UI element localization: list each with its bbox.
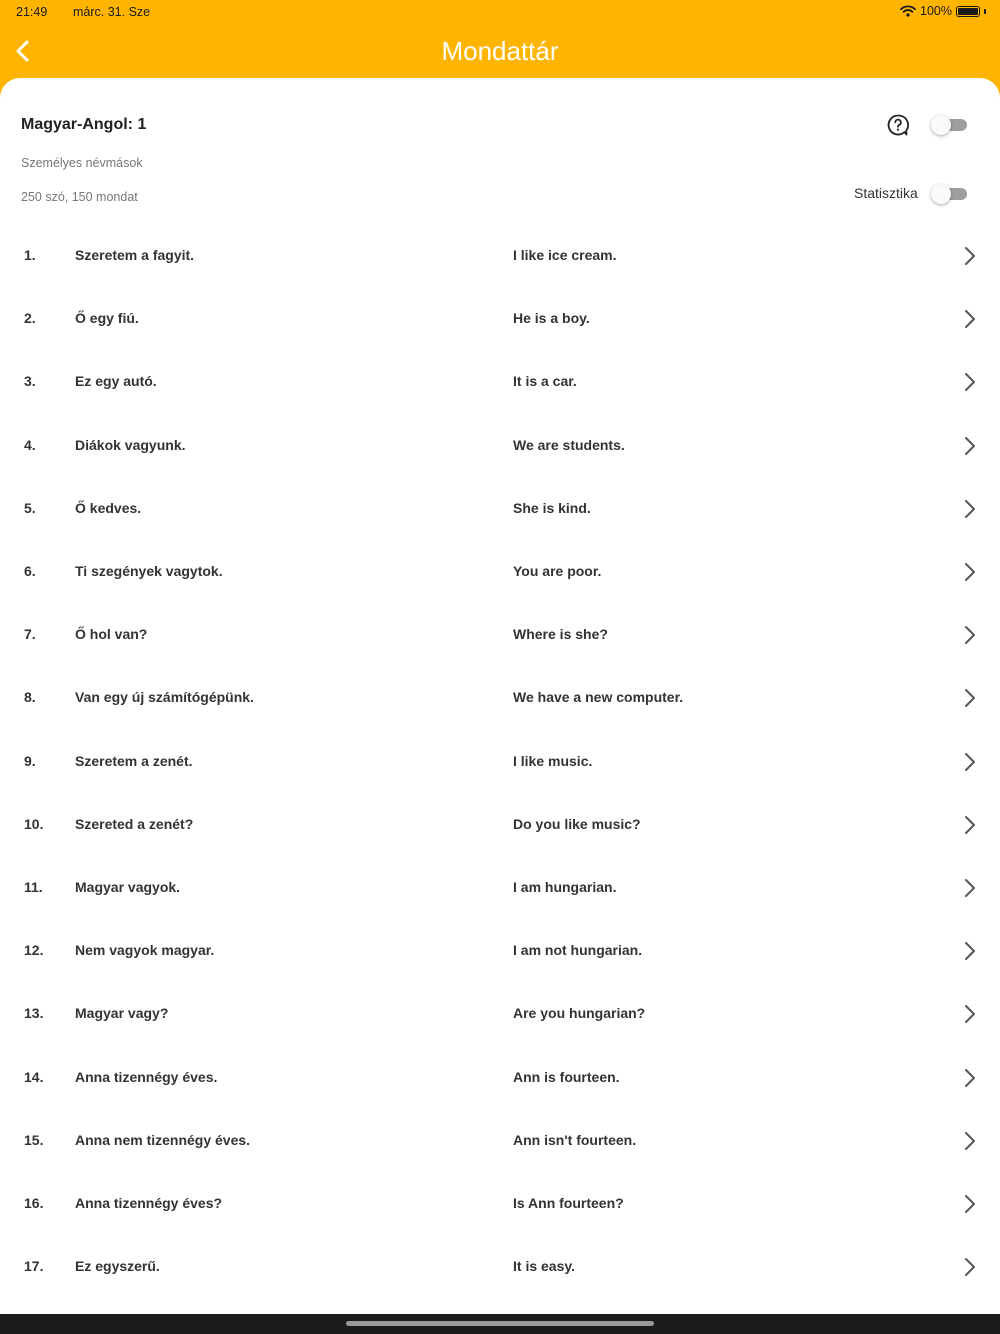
nav-bar	[0, 24, 1000, 78]
sentence-row[interactable]	[0, 414, 1000, 477]
row-number: 17.	[24, 1258, 44, 1274]
chevron-right-icon	[962, 1193, 978, 1215]
row-english: Where is she?	[513, 626, 608, 642]
row-number: 13.	[24, 1005, 44, 1021]
row-hungarian: Anna tizennégy éves?	[75, 1195, 223, 1211]
sentence-row[interactable]	[0, 1109, 1000, 1172]
question-bubble-icon	[886, 113, 910, 137]
help-button[interactable]	[886, 113, 910, 137]
row-hungarian: Szereted a zenét?	[75, 816, 194, 832]
sentence-row[interactable]	[0, 793, 1000, 856]
mode-toggle[interactable]	[931, 115, 967, 135]
deck-title: Magyar-Angol: 1	[21, 116, 147, 133]
row-number: 5.	[24, 500, 36, 516]
row-english: We have a new computer.	[513, 689, 684, 705]
row-hungarian: Ő egy fiú.	[75, 310, 139, 326]
row-hungarian: Magyar vagyok.	[75, 879, 181, 895]
row-hungarian: Anna tizennégy éves.	[75, 1069, 218, 1085]
statistics-toggle[interactable]	[931, 184, 967, 204]
row-english: I am hungarian.	[513, 879, 617, 895]
row-hungarian: Nem vagyok magyar.	[75, 942, 215, 958]
chevron-right-icon	[962, 371, 978, 393]
sentence-row[interactable]	[0, 666, 1000, 729]
battery-icon	[956, 6, 980, 17]
row-hungarian: Magyar vagy?	[75, 1005, 169, 1021]
chevron-right-icon	[962, 561, 978, 583]
sentence-row[interactable]	[0, 224, 1000, 287]
row-number: 7.	[24, 626, 36, 642]
sentence-row[interactable]	[0, 540, 1000, 603]
row-hungarian: Anna nem tizennégy éves.	[75, 1132, 251, 1148]
row-english: It is easy.	[513, 1258, 576, 1274]
sentence-row[interactable]	[0, 982, 1000, 1045]
row-number: 4.	[24, 437, 36, 453]
row-english: Is Ann fourteen?	[513, 1195, 624, 1211]
sentence-row[interactable]	[0, 1172, 1000, 1235]
row-number: 2.	[24, 310, 36, 326]
status-bar	[0, 0, 1000, 24]
row-english: You are poor.	[513, 563, 602, 579]
home-bar	[0, 1314, 1000, 1334]
row-hungarian: Ti szegények vagytok.	[75, 563, 223, 579]
row-number: 8.	[24, 689, 36, 705]
row-number: 1.	[24, 247, 36, 263]
row-number: 9.	[24, 753, 36, 769]
row-number: 14.	[24, 1069, 44, 1085]
deck-counts: 250 szó, 150 mondat	[21, 190, 138, 204]
statistics-label: Statisztika	[854, 185, 918, 201]
row-hungarian: Szeretem a zenét.	[75, 753, 193, 769]
row-english: She is kind.	[513, 500, 591, 516]
sentence-row[interactable]	[0, 1046, 1000, 1109]
chevron-right-icon	[962, 498, 978, 520]
sentence-row[interactable]	[0, 730, 1000, 793]
row-hungarian: Ez egy autó.	[75, 373, 157, 389]
sentence-row[interactable]	[0, 603, 1000, 666]
chevron-right-icon	[962, 940, 978, 962]
row-number: 6.	[24, 563, 36, 579]
row-english: Are you hungarian?	[513, 1005, 646, 1021]
wifi-icon	[900, 5, 916, 17]
page-title: Mondattár	[441, 36, 559, 66]
chevron-right-icon	[962, 1003, 978, 1025]
chevron-right-icon	[962, 245, 978, 267]
row-number: 3.	[24, 373, 36, 389]
row-number: 15.	[24, 1132, 44, 1148]
content-sheet	[0, 78, 1000, 1314]
sentence-row[interactable]	[0, 856, 1000, 919]
row-number: 12.	[24, 942, 44, 958]
chevron-right-icon	[962, 877, 978, 899]
battery-percent: 100%	[920, 4, 952, 18]
row-english: I like music.	[513, 753, 593, 769]
sentence-row[interactable]	[0, 919, 1000, 982]
chevron-right-icon	[962, 814, 978, 836]
row-hungarian: Diákok vagyunk.	[75, 437, 186, 453]
row-english: He is a boy.	[513, 310, 590, 326]
row-number: 10.	[24, 816, 44, 832]
row-english: We are students.	[513, 437, 625, 453]
row-english: Ann isn't fourteen.	[513, 1132, 637, 1148]
row-english: I like ice cream.	[513, 247, 617, 263]
chevron-right-icon	[962, 1130, 978, 1152]
row-english: I am not hungarian.	[513, 942, 643, 958]
row-hungarian: Ez egyszerű.	[75, 1258, 160, 1274]
chevron-right-icon	[962, 1067, 978, 1089]
chevron-right-icon	[962, 308, 978, 330]
status-date: márc. 31. Sze	[73, 5, 151, 19]
chevron-right-icon	[962, 435, 978, 457]
sentence-row[interactable]	[0, 1235, 1000, 1298]
row-number: 11.	[24, 879, 43, 895]
row-english: Do you like music?	[513, 816, 641, 832]
chevron-right-icon	[962, 687, 978, 709]
row-hungarian: Ő hol van?	[75, 626, 148, 642]
row-english: Ann is fourteen.	[513, 1069, 620, 1085]
row-hungarian: Ő kedves.	[75, 500, 142, 516]
row-hungarian: Van egy új számítógépünk.	[75, 689, 254, 705]
sentence-row[interactable]	[0, 477, 1000, 540]
sentence-row[interactable]	[0, 350, 1000, 413]
chevron-right-icon	[962, 624, 978, 646]
row-hungarian: Szeretem a fagyit.	[75, 247, 195, 263]
status-indicators	[900, 4, 986, 18]
sentence-row[interactable]	[0, 287, 1000, 350]
home-indicator[interactable]	[346, 1321, 654, 1326]
chevron-right-icon	[962, 751, 978, 773]
deck-subtitle: Személyes névmások	[21, 156, 143, 170]
status-time: 21:49	[16, 5, 48, 19]
row-english: It is a car.	[513, 373, 577, 389]
chevron-right-icon	[962, 1256, 978, 1278]
row-number: 16.	[24, 1195, 44, 1211]
